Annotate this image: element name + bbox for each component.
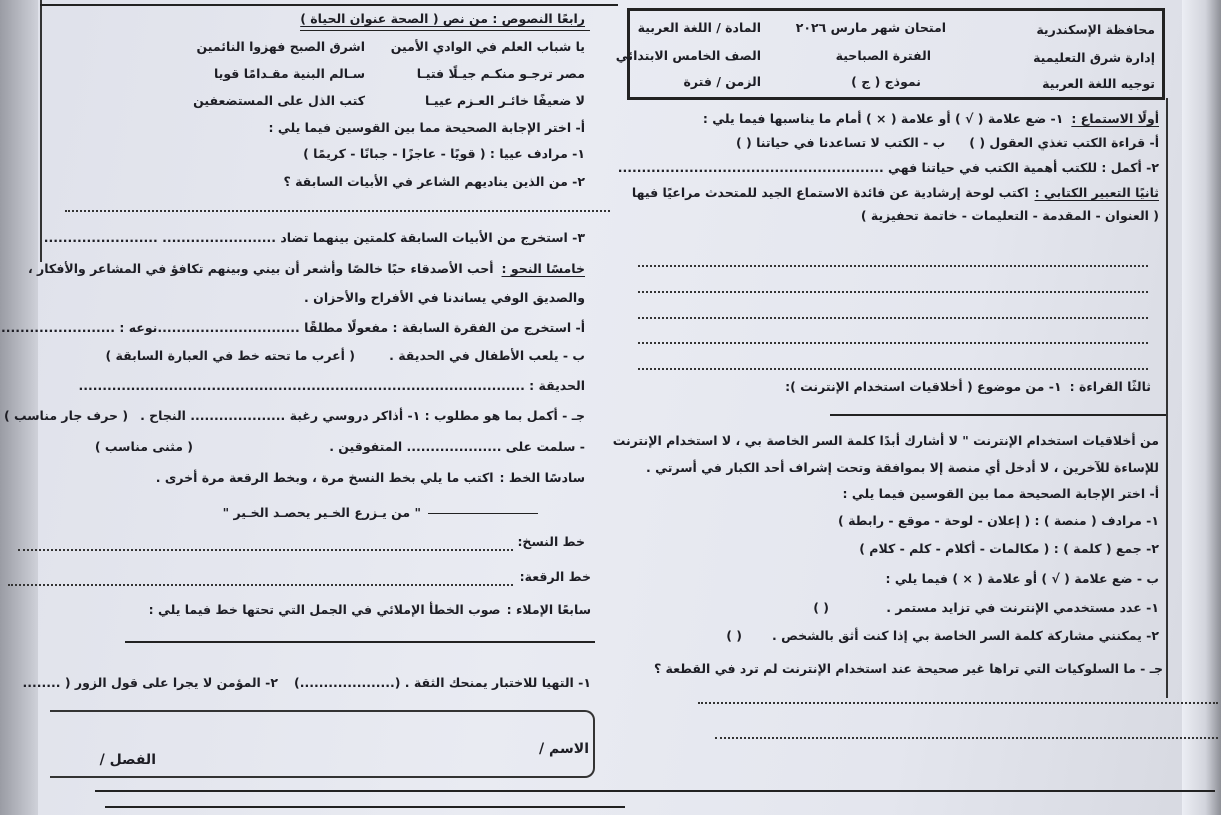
student-name-label[interactable]: الاسم /	[539, 741, 589, 757]
verse-3-first: لا ضعيفًا خائـر العـزم عييـا	[424, 93, 585, 108]
verse-1-second: اشرق الصبح فهزوا النائمين	[196, 39, 365, 54]
reading-heading-row	[785, 379, 1151, 395]
texts-q2: ٢- من الذين يناديهم الشاعر في الأبيات السابقة ؟	[283, 174, 585, 189]
texts-choose: أ- اختر الإجابة الصحيحة مما بين القوسين فيما يلي :	[268, 120, 585, 135]
listening-instruction: ١- ضع علامة ( √ ) أو علامة ( × ) أمام ما يناسبها فيما يلي :	[702, 111, 1064, 126]
verse-1	[197, 39, 585, 55]
verse-2-second: سـالم البنية مقـدامًا قويا	[213, 66, 365, 81]
subject: المادة / اللغة العربية	[637, 20, 761, 35]
dictation-instruction: صوب الخطأ الإملائي في الجمل التي تحتها خط فيما يلي :	[148, 602, 501, 617]
verse-2-first: مصر ترجـو منكـم جيـلًا فتيـا	[416, 66, 585, 81]
reading-tf2: ٢- يمكنني مشاركة كلمة السر الخاصة بي إذا كنت أثق بالشخص .	[771, 628, 1159, 643]
grammar-q-c-2-hint: ( مثنى مناسب )	[94, 439, 193, 454]
handwriting-title: سادسًا الخط :	[499, 470, 585, 485]
bottom-line	[105, 806, 625, 808]
writing-answer-line	[638, 342, 1148, 344]
writing-answer-line	[638, 265, 1148, 267]
reading-answer-line	[698, 702, 1218, 704]
reading-tf2-row	[726, 628, 1159, 644]
grammar-q-c-1: جـ - أكمل بما هو مطلوب : ١- أذاكر دروسي رغبة .................... النجاح .	[140, 408, 585, 423]
writing-instruction: اكتب لوحة إرشادية عن فائدة الاستماع الجيد للمتحدث مراعيًا فيها	[631, 185, 1029, 200]
grammar-q-b-sentence: ب - يلعب الأطفال في الحديقة .	[389, 348, 585, 363]
texts-title: رابعًا النصوص : من نص ( الصحة عنوان الحياة )	[300, 11, 585, 26]
writing-answer-line	[638, 291, 1148, 293]
reading-tf1-blank[interactable]: ( )	[813, 600, 829, 615]
texts-title-underline	[300, 30, 590, 31]
reading-divider	[830, 414, 1166, 416]
reading-passage-line-2: للإساءة للآخرين ، لا أدخل أي منصة إلا بموافقة وتحت إشراف أحد الكبار في أسرتي .	[646, 460, 1159, 475]
reading-tf-instruction: ب - ضع علامة ( √ ) أو علامة ( × ) فيما يلي :	[885, 571, 1159, 586]
grammar-passage-1: أحب الأصدقاء حبًا خالصًا وأشعر أن بيني وبينهم تكافؤ في المشاعر والأفكار ،	[27, 261, 494, 276]
handwriting-heading-row	[156, 470, 585, 486]
reading-tf2-blank[interactable]: ( )	[726, 628, 742, 643]
handwriting-phrase: " من يـزرع الخـير يحصـد الخـير "	[222, 505, 421, 520]
reading-topic: ١- من موضوع ( أخلاقيات استخدام الإنترنت ):	[785, 379, 1062, 394]
grammar-passage-2: والصديق الوفي يساندنا في الأفراح والأحزان .	[304, 290, 585, 305]
dictation-item-1: ١- التهيا للاختبار يمنحك الثقة . (....................)	[294, 675, 591, 690]
reading-passage-line-1: من أخلاقيات استخدام الإنترنت " لا أشارك أبدًا كلمة السر الخاصة بي ، لا استخدام الإنترنت	[612, 433, 1159, 448]
governorate: محافظة الإسكندرية	[1036, 22, 1155, 37]
paper-layer-right	[1182, 0, 1221, 815]
ruqaa-answer-line	[8, 584, 513, 586]
reading-tf1-row	[813, 600, 1159, 616]
verse-1-first: يا شباب العلم في الوادي الأمين	[390, 39, 585, 54]
handwriting-phrase-line	[428, 513, 538, 514]
ruqaa-label: خط الرقعة:	[519, 569, 591, 584]
grammar-q-c-1-row	[4, 408, 585, 424]
model: نموذج ( ج )	[851, 74, 921, 89]
reading-q-c: جـ - ما السلوكيات التي تراها غير صحيحة عند استخدام الإنترنت لم ترد في القطعة ؟	[653, 661, 1163, 676]
page-left-border	[40, 0, 42, 262]
grammar-q-c-1-hint: ( حرف جار مناسب )	[3, 408, 129, 423]
dictation-title: سابعًا الإملاء :	[506, 602, 591, 617]
dictation-items-row	[23, 675, 591, 691]
supervision: توجيه اللغة العربية	[1042, 76, 1155, 91]
grade: الصف الخامس الابتدائي	[615, 48, 761, 63]
listening-item-a: أ- قراءة الكتب تغذي العقول ( )	[969, 135, 1159, 150]
bottom-line	[95, 790, 1215, 792]
grammar-q-c-2-row	[95, 439, 585, 455]
grammar-heading-row	[28, 261, 585, 277]
dictation-divider	[125, 641, 595, 643]
verse-3	[193, 93, 585, 109]
writing-title: ثانيًا التعبير الكتابي :	[1034, 185, 1159, 200]
writing-heading-row	[632, 185, 1159, 201]
exam-title: امتحان شهر مارس ٢٠٢٦	[795, 20, 946, 35]
listening-complete: ٢- أكمل : للكتب أهمية الكتب في حياتنا فهي ........................................................	[617, 160, 1159, 175]
dictation-heading-row	[149, 602, 591, 618]
texts-q2-answer-line	[65, 210, 610, 212]
writing-answer-line	[638, 317, 1148, 319]
handwriting-instruction: اكتب ما يلي بخط النسخ مرة ، وبخط الرقعة مرة أخرى .	[155, 470, 494, 485]
grammar-q-b-instruction: ( أعرب ما تحته خط في العبارة السابقة )	[105, 348, 355, 363]
reading-choose-instruction: أ- اختر الإجابة الصحيحة مما بين القوسين فيما يلي :	[842, 486, 1159, 501]
listening-title: أولًا الاستماع :	[1071, 111, 1159, 126]
grammar-title: خامسًا النحو :	[501, 261, 585, 276]
reading-tf1: ١- عدد مستخدمي الإنترنت في تزايد مستمر .	[886, 600, 1159, 615]
grammar-q-a: أ- استخرج من الفقرة السابقة : مفعولًا مطلقًا ..............................نوعه : ........................	[1, 320, 585, 335]
verse-2	[214, 66, 585, 82]
reading-answer-line	[715, 737, 1218, 739]
listening-items-row	[736, 135, 1159, 151]
administration: إدارة شرق التعليمية	[1033, 50, 1155, 65]
grammar-q-c-2: - سلمت على .................... المتفوقين .	[329, 439, 585, 454]
student-class-label[interactable]: الفصل /	[99, 752, 156, 768]
texts-q1: ١- مرادف عييا : ( قويًا - عاجزًا - جبانًا - كريمًا )	[303, 146, 585, 161]
reading-title: ثالثًا القراءة :	[1069, 379, 1151, 394]
writing-answer-line	[638, 368, 1148, 370]
page-top-border	[40, 4, 618, 6]
right-column-border	[1166, 98, 1168, 698]
grammar-q-b-answer: الحديقة : ..............................................................................................	[78, 378, 585, 393]
grammar-q-b-row	[105, 348, 585, 364]
texts-q3: ٣- استخرج من الأبيات السابقة كلمتين بينهما تضاد ........................ ........................	[43, 230, 585, 245]
reading-q1: ١- مرادف ( منصة ) : ( إعلان - لوحة - موقع - رابطة )	[838, 513, 1159, 528]
naskh-label: خط النسخ:	[517, 534, 585, 549]
listening-item-b: ب - الكتب لا تساعدنا في حياتنا ( )	[735, 135, 946, 150]
period: الفترة الصباحية	[835, 48, 931, 63]
writing-elements: ( العنوان - المقدمة - التعليمات - خاتمة تحفيزية )	[860, 208, 1159, 223]
dictation-item-2: ٢- المؤمن لا يجرا على قول الزور ( ........	[22, 675, 279, 690]
listening-heading-row	[703, 111, 1159, 127]
verse-3-second: كتب الذل على المستضعفين	[193, 93, 365, 108]
reading-q2: ٢- جمع ( كلمة ) : ( مكالمات - أكلام - كلم - كلام )	[859, 541, 1159, 556]
naskh-answer-line	[18, 549, 513, 551]
time: الزمن / فترة	[683, 74, 761, 89]
